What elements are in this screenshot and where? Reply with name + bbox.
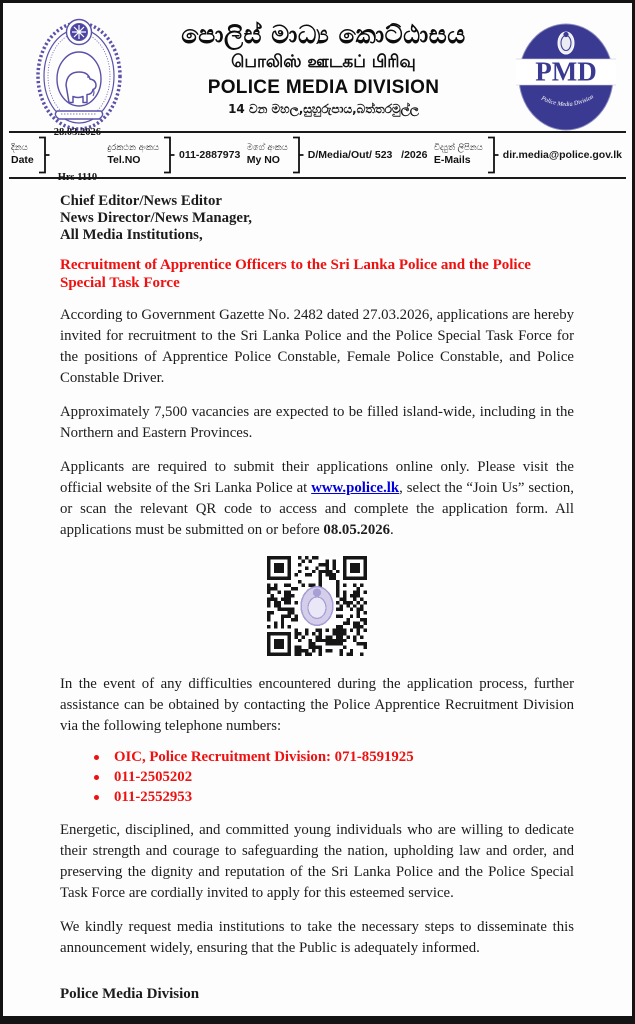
apply-text-end: . bbox=[390, 522, 394, 538]
recipient-line: All Media Institutions, bbox=[60, 227, 203, 243]
paragraph-vacancies: Approximately 7,500 vacancies are expected to be filled island-wide, including in the Northern and Eastern Provinces. bbox=[60, 404, 574, 441]
letterhead-titles bbox=[131, 13, 516, 120]
paragraph-apply-online bbox=[60, 457, 574, 541]
info-tel bbox=[107, 136, 240, 174]
paragraph-media-request: We kindly request media institutions to take the necessary steps to disseminate this announcement widely, ensuring that the Public is adequately informed. bbox=[60, 919, 574, 956]
bracket-icon bbox=[292, 136, 304, 174]
title-english: POLICE MEDIA DIVISION bbox=[207, 76, 440, 98]
hotline-list bbox=[88, 747, 574, 807]
qr-code bbox=[267, 556, 367, 656]
hotline-item: 011-2552953 bbox=[88, 787, 574, 807]
recipient-block bbox=[60, 193, 574, 244]
hotline-item: OIC, Police Recruitment Division: 071-8591925 bbox=[88, 747, 574, 767]
qr-section bbox=[60, 556, 574, 661]
bracket-icon bbox=[487, 136, 499, 174]
date-label-sinhala: දිනය bbox=[11, 143, 28, 154]
paragraph-invitation: Energetic, disciplined, and committed young individuals who are willing to dedicate their strength and courage to safeguarding the nation, upholding law and order, and preserving the dignity and reputation of the Sri Lanka Police and the Police Special Task Force are cordially invited to apply for this esteemed service. bbox=[60, 822, 574, 901]
info-my-no bbox=[247, 136, 428, 174]
hotline-item: 011-2505202 bbox=[88, 767, 574, 787]
pmd-subtext: Police Media Division bbox=[539, 93, 595, 109]
subject-heading: Recruitment of Apprentice Officers to the Sri Lanka Police and the Police Special Task Force bbox=[60, 257, 531, 291]
signature-block: Police Media Division bbox=[60, 986, 200, 1002]
email-label: E-Mails bbox=[433, 154, 471, 167]
date-label: Date bbox=[11, 154, 34, 167]
email-label-sinhala: විද්‍යුත් ලිපිනය bbox=[433, 143, 483, 154]
address-line: 14 වන මහල,සුහුරුපාය,බත්තරමුල්ල bbox=[228, 102, 419, 117]
apply-text-before-link: Applicants are required to submit their applications online only. Please visit the official website of the Sri Lanka Police at bbox=[60, 459, 574, 496]
bracket-icon bbox=[38, 136, 50, 174]
paragraph-assistance: In the event of any difficulties encountered during the application process, further assistance can be obtained by contacting the Police Apprentice Recruitment Division via the following telephone numbers: bbox=[60, 676, 574, 734]
email-value: dir.media@police.gov.lk bbox=[502, 149, 622, 161]
info-email bbox=[434, 136, 622, 174]
paragraph-gazette: According to Government Gazette No. 2482 dated 27.03.2026, applications are hereby invited for recruitment to the Sri Lanka Police and the Police Special Task Force for the positions of Apprentice Police Constable, Female Police Constable, and Police Constable Driver. bbox=[60, 307, 574, 386]
date-time-value: Hrs 1110 bbox=[57, 172, 98, 184]
info-bar bbox=[3, 126, 632, 184]
recipient-line: Chief Editor/News Editor bbox=[60, 193, 222, 209]
my-no-label-sinhala: මගේ අංකය bbox=[246, 143, 288, 154]
my-no-value: D/Media/Out/ 523 /2026 bbox=[307, 149, 428, 161]
police-website-link[interactable]: www.police.lk bbox=[311, 480, 400, 496]
title-tamil: பொலிஸ் ஊடகப் பிரிவு bbox=[231, 52, 416, 73]
bracket-icon bbox=[163, 136, 175, 174]
application-deadline: 08.05.2026 bbox=[323, 522, 391, 538]
apply-text-after-link: , select the “Join Us” section, or scan the relevant QR code to access and complete the application form. All applications must be submitted on or before bbox=[60, 480, 574, 538]
pmd-logo bbox=[516, 21, 616, 133]
tel-label: Tel.NO bbox=[107, 154, 141, 167]
date-value: 28.03.2026 bbox=[53, 126, 102, 138]
tel-label-sinhala: දුරකථන අංකය bbox=[107, 143, 159, 154]
tel-value: 011-2887973 bbox=[178, 149, 241, 161]
my-no-label: My NO bbox=[246, 154, 280, 167]
recipient-line: News Director/News Manager, bbox=[60, 210, 252, 226]
title-sinhala: පොලිස් මාධ්‍ය කොට්ඨාසය bbox=[181, 20, 466, 49]
pmd-letters: PMD bbox=[535, 56, 597, 87]
letter-body bbox=[3, 179, 632, 1003]
pmd-logo-icon bbox=[516, 21, 616, 133]
qr-crest-watermark bbox=[301, 587, 333, 626]
